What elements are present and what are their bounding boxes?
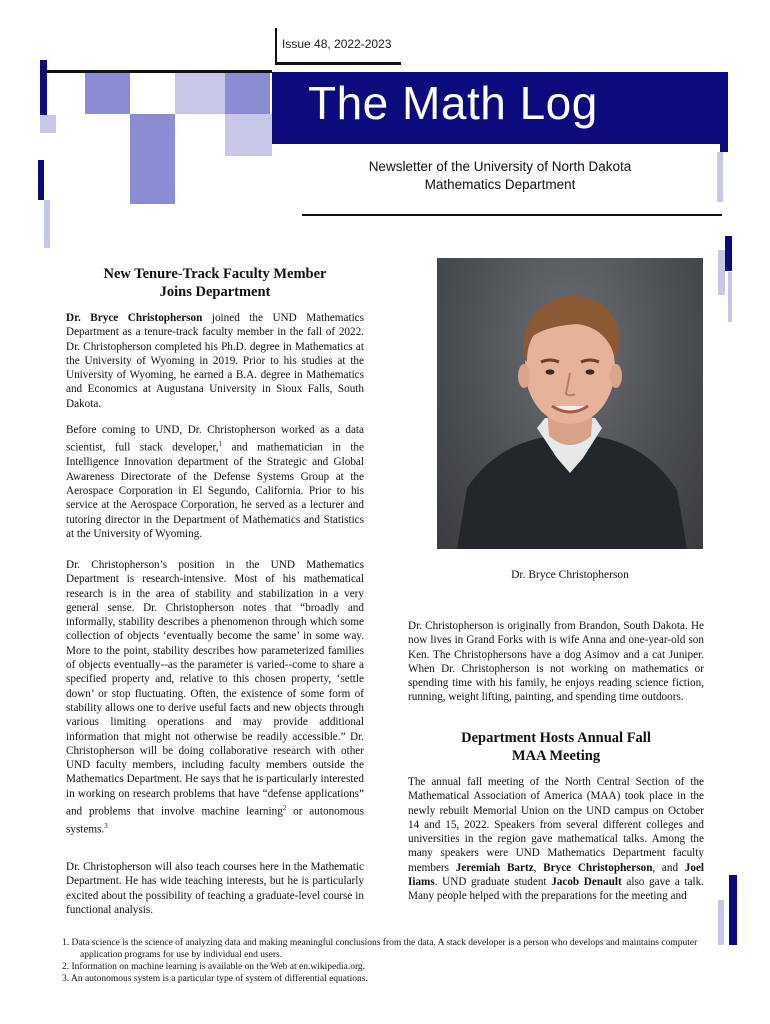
decor-square bbox=[728, 272, 732, 322]
newsletter-subtitle bbox=[300, 158, 700, 194]
paragraph-text: , and bbox=[652, 861, 685, 874]
heading-line: Department Hosts Annual Fall bbox=[461, 730, 651, 746]
decor-square bbox=[40, 60, 47, 115]
decor-line bbox=[44, 70, 272, 73]
footnote: 3. An autonomous system is a particular type of system of differential equations. bbox=[62, 974, 368, 984]
article1-paragraph bbox=[408, 619, 704, 705]
footnote: 2. Information on machine learning is available on the Web at en.wikipedia.org. bbox=[62, 962, 366, 972]
article2-paragraph bbox=[408, 775, 704, 904]
article1-heading bbox=[66, 265, 364, 301]
heading-line: New Tenure-Track Faculty Member bbox=[103, 266, 327, 282]
footnotes bbox=[62, 937, 722, 985]
paragraph-text: and mathematician in the Intelligence Innovation department of the Strategic and Global Awareness Directorate of the Defense Systems Group at the Aerospace Corporation in El Segundo, California. Prior to his service at the Aerospace Corporation, he served as a lecturer and tutoring director in the Department of Mathematics and Statistics at the University of Wyoming. bbox=[66, 442, 364, 540]
subtitle-line: Newsletter of the University of North Dakota bbox=[368, 159, 632, 174]
article1-paragraph bbox=[66, 860, 364, 917]
photo-caption: Dr. Bryce Christopherson bbox=[511, 569, 629, 581]
decor-square bbox=[175, 72, 225, 114]
decor-square bbox=[225, 114, 272, 156]
paragraph-text: also gave a talk. Many people helped with the preparations for the meeting and bbox=[408, 876, 704, 903]
heading-line: MAA Meeting bbox=[511, 748, 601, 764]
decor-square bbox=[44, 200, 50, 248]
issue-label: Issue 48, 2022-2023 bbox=[282, 37, 392, 51]
paragraph-text: Before coming to UND, Dr. Christopherson worked as a data scientist, full stack developer, bbox=[66, 424, 364, 455]
person-name: Dr. Bryce Christopherson bbox=[66, 312, 203, 324]
article1-paragraph bbox=[66, 311, 364, 411]
decor-square bbox=[729, 875, 737, 945]
article1-paragraph bbox=[66, 423, 364, 541]
person-name: Joel Iiams bbox=[408, 861, 705, 889]
paragraph-text: Dr. Christopherson will also teach courses here in the Mathematic Department. He has wide teaching interests, but he is particularly excited about the possibility of teaching a graduate-level course in functional analysis. bbox=[66, 861, 364, 916]
paragraph-text: joined the UND Mathematics Department as a tenure-track faculty member in the fall of 2022. Dr. Christopherson completed his Ph.D. degree in Mathematics at the University of Wyoming in 2019. Prior to his studies at the University of Wyoming, he earned a B.A. degree in Mathematics and Economics at Augustana University in Sioux Falls, South Dakota. bbox=[66, 312, 365, 410]
paragraph-text: Dr. Christopherson’s position in the UND Mathematics Department is research-intensive. Most of his mathematical research is in the area of stability and stabilization in a very general sense. Dr. Christopherson notes that “broadly and informally, stability describes a phenomenon through which some collection of objects ‘eventually become the same’ in some way. More to the point, stability describes how parameterized families of objects eventually--as the parameter is varied--come to share a specified property and, relative to this chosen property, ‘settle down’ or stop fluctuating. Often, the existence of some form of stability allows one to derive useful facts and new objects through various limiting operations and may provide additional information that might not otherwise be readily accessible.” Dr. Christopherson will be doing collaborative research with other UND faculty members, including faculty members outside the Mathematics Department. He says that he is particularly interested in working on research problems that have “defense applications” and problems that involve machine learning bbox=[66, 559, 364, 818]
footnote-ref: 1 bbox=[218, 440, 223, 449]
decor-line bbox=[275, 62, 401, 65]
decor-square bbox=[38, 160, 44, 200]
article2-heading bbox=[408, 729, 704, 765]
decor-square bbox=[40, 115, 56, 133]
decor-square bbox=[85, 72, 130, 114]
paragraph-text: , bbox=[533, 861, 544, 874]
decor-square bbox=[130, 114, 175, 204]
paragraph-text: The annual fall meeting of the North Central Section of the Mathematical Association of America (MAA) took place in the newly rebuilt Memorial Union on the UND campus on October 14 and 15, 2022. Speakers from several different colleges and universities in the region gave mathematical talks. Among the many speakers were UND Mathematics Department faculty members bbox=[408, 776, 704, 874]
decor-square bbox=[718, 250, 725, 295]
decor-line bbox=[302, 214, 722, 216]
footnote-ref: 3 bbox=[104, 822, 108, 831]
paragraph-text: or autonomous systems. bbox=[66, 805, 365, 836]
heading-line: Joins Department bbox=[159, 284, 271, 300]
decor-line bbox=[275, 28, 277, 64]
paragraph-text: Dr. Christopherson is originally from Brandon, South Dakota. He now lives in Grand Forks with is wife Anna and one-year-old son Ken. The Christophersons have a dog Asimov and a cat Juniper. When Dr. Christopherson is not working on mathematics or spending time with his family, he enjoys reading science fiction, running, weight lifting, painting, and spending time outdoors. bbox=[408, 620, 704, 704]
paragraph-text: . UND graduate student bbox=[434, 876, 552, 889]
person-name: Jeremiah Bartz bbox=[455, 861, 534, 874]
decor-square bbox=[717, 152, 723, 202]
portrait-photo bbox=[437, 258, 703, 549]
decor-square bbox=[225, 72, 270, 114]
newsletter-title: The Math Log bbox=[308, 77, 598, 129]
portrait-illustration bbox=[437, 258, 703, 549]
footnote-ref: 2 bbox=[282, 804, 287, 813]
decor-square bbox=[720, 72, 728, 152]
article1-paragraph bbox=[66, 558, 364, 837]
footnote: 1. Data science is the science of analyzing data and making meaningful conclusions from the data. A stack developer is a person who develops and maintains computer application programs for use by individual end users. bbox=[62, 938, 698, 960]
person-name: Bryce Christopherson bbox=[543, 861, 653, 874]
decor-square bbox=[725, 236, 732, 271]
person-name: Jacob Denault bbox=[551, 876, 622, 889]
subtitle-line: Mathematics Department bbox=[424, 177, 576, 192]
